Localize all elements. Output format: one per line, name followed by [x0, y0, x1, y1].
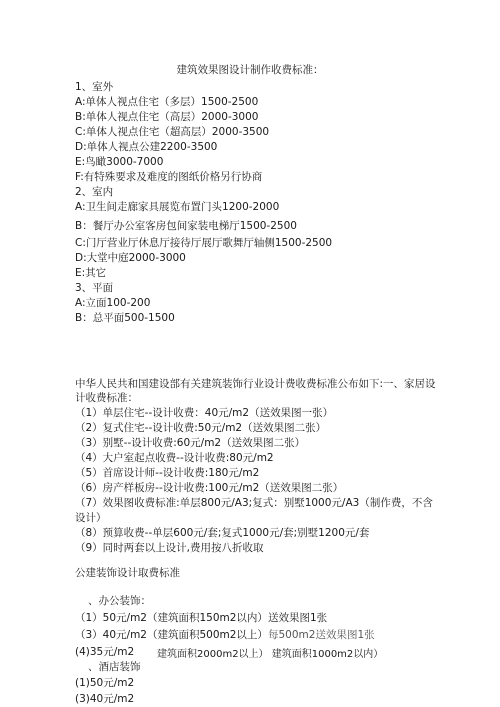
office-row-rate: （3）40元/m2（建筑面积500m2以上）	[75, 629, 268, 641]
list-item: A:立面100-200	[75, 297, 151, 309]
office-heading: 、办公装饰：	[88, 595, 151, 607]
fee-item: （5）首席设计师--设计收费:180元/m2	[75, 467, 260, 479]
office-row-note: 建筑面积2000m2以上） 建筑面积1000m2以内）	[157, 649, 384, 660]
document-title: 建筑效果图设计制作收费标准：	[176, 64, 324, 76]
fee-item: （7）效果图收费标准:单层800元/A3;复式：别墅1000元/A3（制作费，不含	[75, 497, 433, 509]
hotel-row: (1)50元/m2	[75, 677, 135, 689]
public-building-title: 公建装饰设计取费标准	[75, 567, 180, 579]
list-item: D:单体人视点公建2200-3500	[75, 141, 218, 153]
intro-paragraph-line: 计收费标准：	[75, 392, 138, 404]
hotel-heading: 、酒店装饰	[88, 661, 141, 673]
section-heading-interior: 2、室内	[75, 186, 114, 198]
fee-item: （4）大户室起点收费--设计收费:80元/m2	[75, 452, 274, 464]
fee-item: （6）房产样板房--设计收费:100元/m2（送效果图二张）	[75, 482, 344, 494]
fee-item: （8）预算收费--单层600元/套;复式1000元/套;别墅1200元/套	[75, 527, 370, 539]
fee-item: （1）单层住宅--设计收费：40元/m2（送效果图一张）	[75, 407, 334, 419]
list-item: B：总平面500-1500	[75, 312, 175, 324]
fee-item: （2）复式住宅--设计收费:50元/m2（送效果图二张）	[75, 422, 327, 434]
list-item: A:单体人视点住宅（多层）1500-2500	[75, 96, 259, 108]
list-item: C:单体人视点住宅（超高层）2000-3500	[75, 126, 270, 138]
list-item: B：餐厅办公室客房包间家装电梯厅1500-2500	[75, 220, 297, 232]
list-item: D:大堂中庭2000-3000	[75, 252, 186, 264]
section-heading-exterior: 1、室外	[75, 81, 114, 93]
list-item: E:其它	[75, 267, 107, 279]
office-row-note: 送效果图1张	[268, 612, 328, 624]
list-item: F:有特殊要求及难度的图纸价格另行协商	[75, 171, 263, 183]
list-item: E:鸟瞰3000-7000	[75, 156, 164, 168]
list-item: A:卫生间走廊家具展览布置门头1200-2000	[75, 201, 280, 213]
office-row-rate: (4)35元/m2	[75, 646, 135, 658]
hotel-row: (3)40元/m2	[75, 693, 135, 705]
office-row-note: 每500m2送效果图1张	[268, 629, 375, 641]
list-item: C:门厅营业厅休息厅接待厅展厅歌舞厅轴侧1500-2500	[75, 237, 333, 249]
office-row-rate: （1）50元/m2（建筑面积150m2以内）	[75, 612, 268, 624]
fee-item-continued: 设计）	[75, 512, 107, 524]
fee-item: （9）同时两套以上设计,费用按八折收取	[75, 542, 264, 554]
section-heading-plan: 3、平面	[75, 282, 114, 294]
intro-paragraph-line: 中华人民共和国建设部有关建筑装饰行业设计费收费标准公布如下:一、家居设	[75, 378, 436, 390]
list-item: B:单体人视点住宅（高层）2000-3000	[75, 111, 259, 123]
fee-item: （3）别墅--设计收费:60元/m2（送效果图二张）	[75, 437, 306, 449]
